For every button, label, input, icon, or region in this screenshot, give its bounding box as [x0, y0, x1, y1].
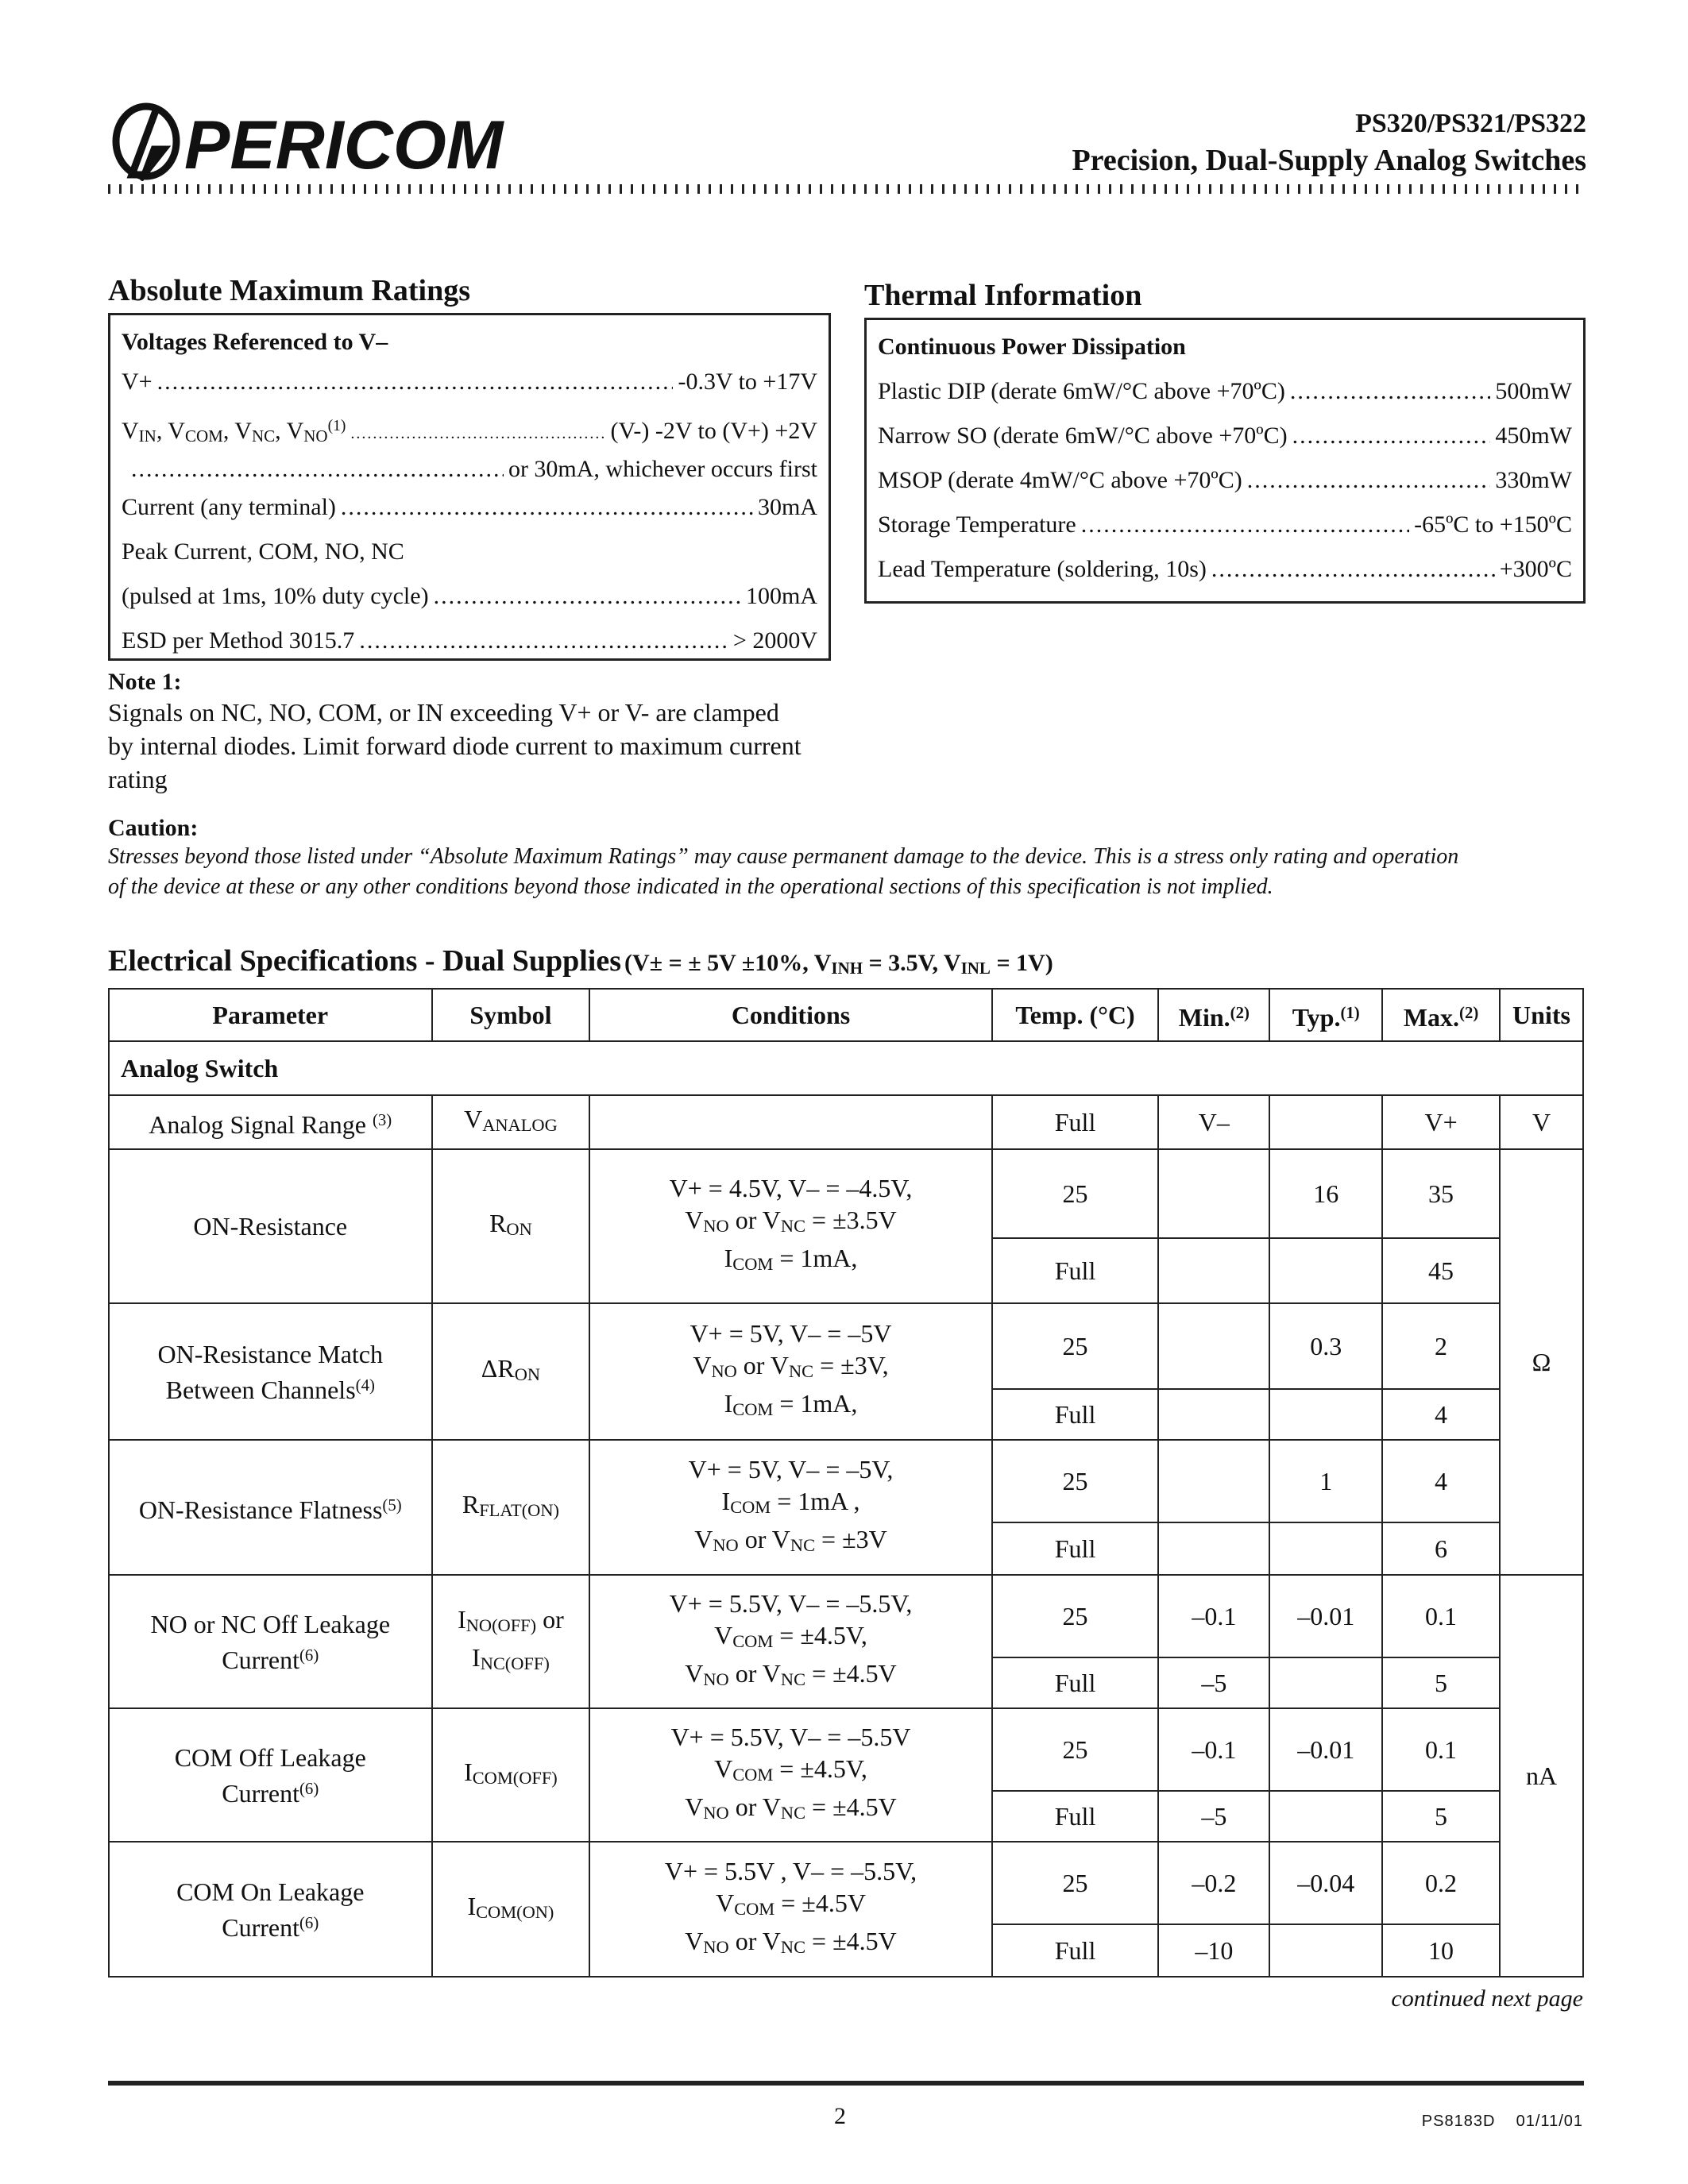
- note-1: [108, 669, 839, 796]
- table-row: ON-Resistance Match Between Channels$^{(4)}$ $\Delta R_{ON}$ V+ = 5V, V– = –5V $V_{NO}$ or $V_{NC} = \pm 3V$, $I_{COM} = 1mA$, 25 0.3 2: [109, 1303, 1583, 1389]
- thermal-title: Thermal Information: [864, 279, 1142, 312]
- abs-max-row: Current (any terminal) ..... 30mA: [122, 485, 817, 530]
- col-header: Max.$^{(2)}$: [1382, 989, 1500, 1041]
- abs-max-box: [108, 313, 831, 661]
- col-header: Temp. (°C): [992, 989, 1159, 1041]
- col-header: Conditions: [589, 989, 991, 1041]
- col-header: Min.$^{(2)}$: [1158, 989, 1269, 1041]
- thermal-row: Lead Temperature (soldering, 10s) ..... +300ºC: [878, 547, 1572, 592]
- header-title-block: [1072, 106, 1586, 179]
- thermal-row: Narrow SO (derate 6mW/°C above +70ºC) ..... 450mW: [878, 414, 1572, 458]
- thermal-row: Storage Temperature ..... -65ºC to +150ºC: [878, 503, 1572, 547]
- table-row: ON-Resistance $R_{ON}$ V+ = 4.5V, V– = –4.5V, $V_{NO}$ or $V_{NC} = \pm 3.5V$ $I_{COM} = 1mA$, 25 16 35 Ω: [109, 1149, 1583, 1238]
- table-header-row: [109, 989, 1583, 1041]
- part-numbers: PS320/PS321/PS322: [1355, 109, 1586, 138]
- abs-max-row: ESD per Method 3015.7 ..... > 2000V: [122, 619, 817, 663]
- table-row: Full 6: [109, 1522, 1583, 1575]
- elec-spec-title: Electrical Specifications - Dual Supplies: [108, 944, 621, 978]
- table-row: ON-Resistance Flatness$^{(5)}$ $R_{FLAT(ON)}$ V+ = 5V, V– = –5V, $I_{COM} = 1mA$ , $V_{NO}$ or $V_{NC} = \pm 3V$ 25 1 4: [109, 1440, 1583, 1522]
- doc-subtitle: Precision, Dual-Supply Analog Switches: [1072, 144, 1586, 177]
- abs-max-row: (pulsed at 1ms, 10% duty cycle) ..... 100mA: [122, 574, 817, 619]
- thermal-row: Plastic DIP (derate 6mW/°C above +70ºC) ..... 500mW: [878, 369, 1572, 414]
- caution-heading: Caution:: [108, 815, 199, 841]
- note-1-line: by internal diodes. Limit forward diode current to maximum current: [108, 731, 802, 760]
- abs-max-row: Peak Current, COM, NO, NC: [122, 538, 404, 565]
- table-row: Full –10 10: [109, 1924, 1583, 1977]
- thermal-box: [864, 318, 1586, 604]
- footer-rule: [108, 2081, 1584, 2086]
- col-header: Parameter: [109, 989, 432, 1041]
- units-na: nA: [1500, 1575, 1583, 1977]
- table-row: NO or NC Off Leakage Current$^{(6)}$ $I_{NO(OFF)}$ or $I_{NC(OFF)}$ V+ = 5.5V, V– = –5.5V, $V_{COM} = \pm 4.5V$, $V_{NO}$ or $V_{NC} = \pm 4.5V$ 25 –0.1 –0.01 0.1 nA: [109, 1575, 1583, 1657]
- table-row: COM Off Leakage Current$^{(6)}$ $I_{COM(OFF)}$ V+ = 5.5V, V– = –5.5V $V_{COM} = \pm 4.5V$, $V_{NO}$ or $V_{NC} = \pm 4.5V$ 25 –0.1 –0.01 0.1: [109, 1708, 1583, 1791]
- abs-max-box-heading: Voltages Referenced to V–: [122, 329, 388, 355]
- table-row: COM On Leakage Current$^{(6)}$ $I_{COM(ON)}$ V+ = 5.5V , V– = –5.5V, $V_{COM} = \pm 4.5V$ $V_{NO}$ or $V_{NC} = \pm 4.5V$ 25 –0.2 –0.04 0.2: [109, 1842, 1583, 1924]
- table-group-row: Analog Switch: [109, 1041, 1583, 1095]
- note-1-line: rating: [108, 765, 168, 793]
- continued-note: continued next page: [1391, 1985, 1583, 2012]
- abs-max-row: V+ ..... -0.3V to +17V: [122, 365, 817, 399]
- header-tick-rule: [108, 184, 1584, 194]
- table-row: Full 4: [109, 1389, 1583, 1440]
- abs-max-title: Absolute Maximum Ratings: [108, 274, 471, 307]
- doc-id: PS8183D 01/11/01: [1421, 2113, 1583, 2130]
- caution-line: Stresses beyond those listed under “Absolute Maximum Ratings” may cause permanent damage to the device. This is a stress only rating and operation: [108, 844, 1459, 869]
- table-row: Full –5 5: [109, 1657, 1583, 1708]
- note-1-line: Signals on NC, NO, COM, or IN exceeding V+ or V- are clamped: [108, 698, 779, 727]
- col-header: Typ.$^{(1)}$: [1269, 989, 1382, 1041]
- abs-max-row: $V_{IN}$, $V_{COM}$, $V_{NC}$, $V_{NO}^{(1)}$ ..... (V-) -2V to (V+) +2V: [122, 409, 817, 453]
- table-row: Analog Signal Range $^{(3)}$ $V_{ANALOG}$ Full V– V+ V: [109, 1095, 1583, 1149]
- col-header: Symbol: [432, 989, 590, 1041]
- col-header: Units: [1500, 989, 1583, 1041]
- thermal-row: MSOP (derate 4mW/°C above +70ºC) ..... 330mW: [878, 458, 1572, 503]
- page-number: 2: [834, 2103, 846, 2129]
- note-1-heading: Note 1:: [108, 669, 182, 695]
- logo-text: PERICOM: [184, 107, 504, 181]
- thermal-box-heading: Continuous Power Dissipation: [878, 334, 1186, 360]
- elec-spec-heading: [108, 943, 1053, 978]
- caution: [108, 815, 1586, 902]
- table-row: Full 45: [109, 1238, 1583, 1303]
- abs-max-row: ..... or 30mA, whichever occurs first: [122, 453, 817, 485]
- table-row: Full –5 5: [109, 1791, 1583, 1842]
- caution-line: of the device at these or any other conditions beyond those indicated in the operational sections of this specification is not implied.: [108, 874, 1273, 899]
- units-ohm: Ω: [1500, 1149, 1583, 1575]
- elec-spec-conditions: (V± = ± 5V ±10%, $V_{INH} = 3.5V$, $V_{INL} = 1V$): [624, 950, 1053, 978]
- elec-spec-table: [108, 988, 1584, 1978]
- pericom-logo: [108, 102, 553, 181]
